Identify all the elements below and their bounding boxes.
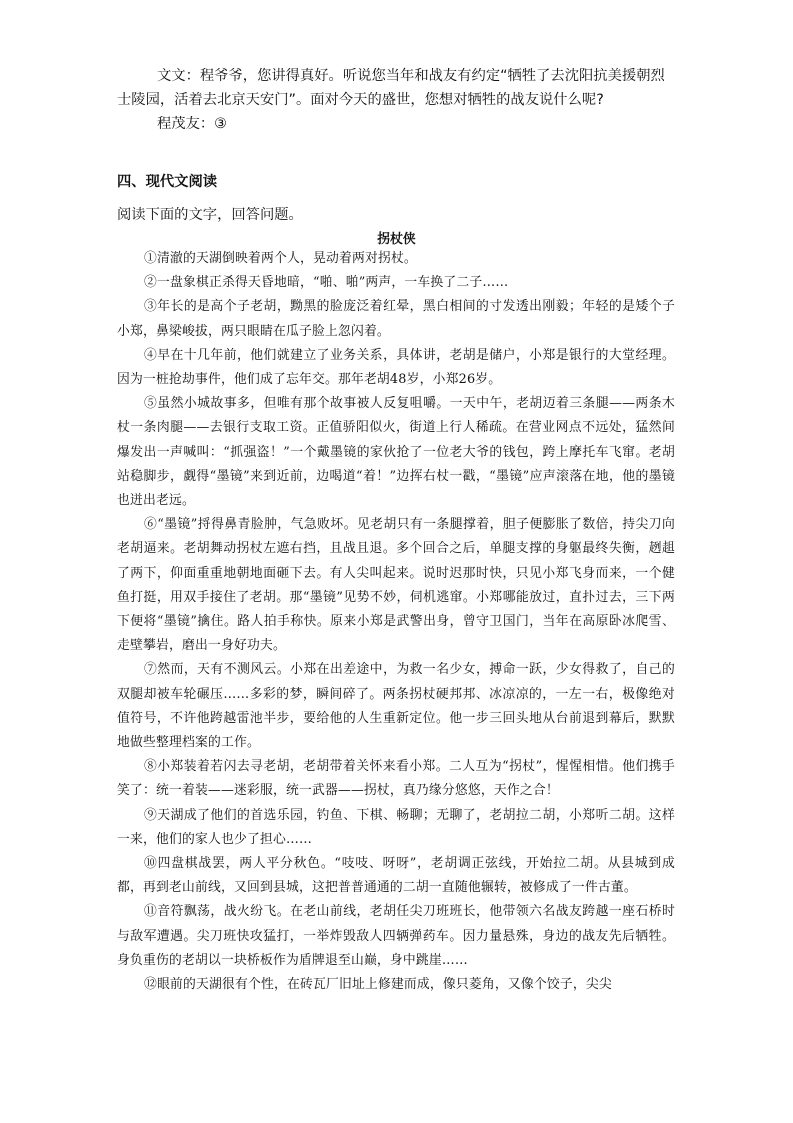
story-paragraph-4: ④早在十几年前，他们就建立了业务关系，具体讲，老胡是储户，小郑是银行的大堂经理。因为一桩抢劫事件，他们成了忘年交。那年老胡48岁，小郑26岁。 [117, 347, 675, 388]
story-paragraph-3: ③年长的是高个子老胡，黝黑的脸庞泛着红晕，黑白相间的寸发透出刚毅；年轻的是矮个子小郑，鼻梁峻拔，两只眼睛在瓜子脸上忽闪着。 [117, 299, 675, 339]
dialogue-question: 文文：程爷爷，您讲得真好。听说您当年和战友有约定“牺牲了去沈阳抗美援朝烈士陵园，活着去北京天安门”。面对今天的盛世，您想对牺牲的战友说什么呢? [117, 68, 665, 108]
story-paragraph-1: ①清澈的天湖倒映着两个人，晃动着两对拐杖。 [144, 251, 417, 266]
story-paragraph-2: ②一盘象棋正杀得天昏地暗，“啪、啪”两声，一车换了二子…… [144, 275, 509, 291]
story-paragraph-10: ⑩四盘棋战罢，两人平分秋色。“吱吱、呀呀”，老胡调正弦线，开始拉二胡。从县城到成都，再到老山前线，又回到县城，这把普普通通的二胡一直随他辗转，被修成了一件古董。 [117, 856, 675, 896]
story-paragraph-7: ⑦然而，天有不测风云。小郑在出差途中，为救一名少女，搏命一跃，少女得救了，自己的双腿却被车轮碾压……多彩的梦，瞬间碎了。两条拐杖硬邦邦、冰凉凉的，一左一右，极像绝对值符号，不许他跨越雷池半步，要给他的人生重新定位。他一步三回头地从台前退到幕后，默默地做些整理档案的工作。 [117, 662, 675, 751]
story-paragraph-5: ⑤虽然小城故事多，但唯有那个故事被人反复咀嚼。一天中午，老胡迈着三条腿——两条木杖一条肉腿——去银行支取工资。正值骄阳似火，街道上行人稀疏。在营业网点不远处，猛然间爆发出一声喊叫：“抓强盗！”一个戴墨镜的家伙抢了一位老大爷的钱包，跨上摩托车飞窜。老胡站稳脚步，觑得“墨镜”来到近前，边喝道“着！”边挥右杖一戳，“墨镜”应声滚落在地，他的墨镜也迸出老远。 [117, 396, 675, 509]
story-paragraph-9: ⑨天湖成了他们的首选乐园，钓鱼、下棋、畅聊；无聊了，老胡拉二胡，小郑听二胡。这样一来，他们的家人也少了担心…… [117, 807, 675, 847]
section-heading: 四、现代文阅读 [117, 174, 218, 190]
dialogue-block [117, 64, 677, 136]
reading-instruction: 阅读下面的文字，回答问题。 [117, 207, 303, 223]
story-title: 拐杖侠 [377, 232, 416, 247]
story-paragraph-6: ⑥“墨镜”捋得鼻青脸肿，气急败坏。见老胡只有一条腿撑着，胆子便膨胀了数倍，持尖刀向老胡逼来。老胡舞动拐杖左遮右挡，且战且退。多个回合之后，单腿支撑的身躯最终失衡，趔趄了两下，仰面重重地朝地面砸下去。有人尖叫起来。说时迟那时快，只见小郑飞身而来，一个健鱼打挺，用双手接住了老胡。那“墨镜”见势不妙，伺机逃窜。小郑哪能放过，直扑过去，三下两下便将“墨镜”擒住。路人拍手称快。原来小郑是武警出身，曾守卫国门，当年在高原卧冰爬雪、走壁攀岩，磨出一身好功夫。 [117, 517, 675, 654]
story-paragraph-12: ⑫眼前的天湖很有个性，在砖瓦厂旧址上修建而成，像只菱角，又像个饺子，尖尖 [144, 977, 612, 993]
story-body [117, 247, 675, 997]
dialogue-answer: 程茂友：③ [157, 116, 228, 132]
story-paragraph-11: ⑪音符飘荡，战火纷飞。在老山前线，老胡任尖刀班班长，他带领六名战友跨越一座石桥时与敌军遭遇。尖刀班快攻猛打，一举炸毁敌人四辆弹药车。因力量悬殊，身边的战友先后牺牲。身负重伤的老胡以一块桥板作为盾牌退至山巅，身中跳崖…… [117, 904, 675, 968]
story-paragraph-8: ⑧小郑装着若闪去寻老胡，老胡带着关怀来看小郑。二人互为“拐杖”，惺惺相惜。他们携手笑了：统一着装——迷彩服，统一武器——拐杖，真乃缘分悠悠，天作之合！ [117, 759, 675, 799]
